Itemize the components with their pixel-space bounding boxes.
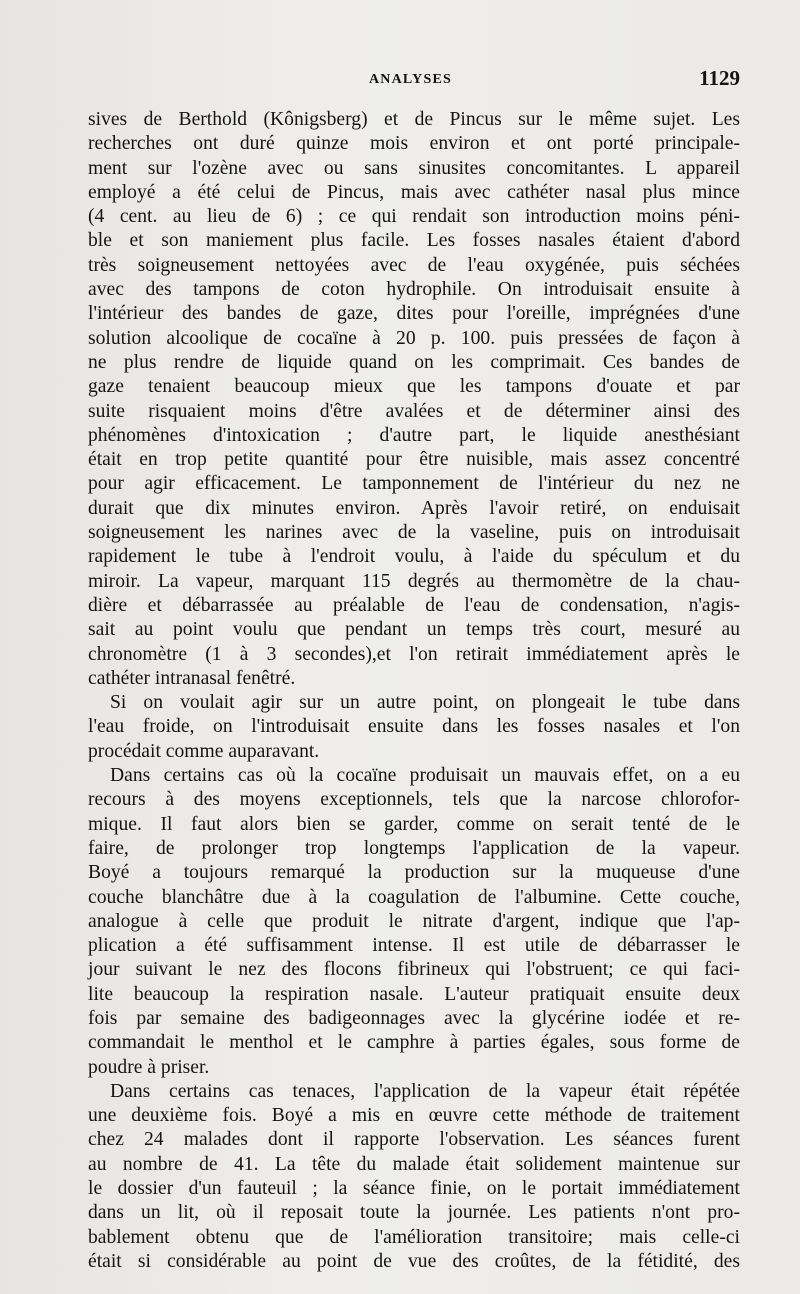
text-line: lite beaucoup la respiration nasale. L'auteur pratiquait ensuite deux <box>88 983 740 1005</box>
text-line: commandait le menthol et le camphre à parties égales, sous forme de <box>88 1032 740 1054</box>
text-line: suite risquaient moins d'être avalées et de déterminer ainsi des <box>88 400 740 422</box>
text-line: était si considérable au point de vue des croûtes, de la fétidité, des <box>88 1250 740 1272</box>
page-number: 1129 <box>699 66 740 90</box>
text-line: analogue à celle que produit le nitrate d'argent, indique que l'ap- <box>88 910 740 932</box>
text-line: rapidement le tube à l'endroit voulu, à l'aide du spéculum et du <box>88 546 740 568</box>
text-line: Dans certains cas tenaces, l'application de la vapeur était répétée <box>110 1080 740 1102</box>
text-line: durait que dix minutes environ. Après l'avoir retiré, on enduisait <box>88 497 740 519</box>
text-line: sives de Berthold (Kônigsberg) et de Pincus sur le même sujet. Les <box>88 109 740 130</box>
text-line: pour agir efficacement. Le tamponnement de l'intérieur du nez ne <box>88 473 740 495</box>
text-line: procédait comme auparavant. <box>88 740 320 762</box>
text-line: sait au point voulu que pendant un temps très court, mesuré au <box>88 619 740 641</box>
text-line: bablement obtenu que de l'amélioration transitoire; mais celle-ci <box>88 1226 740 1248</box>
text-line: dans un lit, où il reposait toute la journée. Les patients n'ont pro- <box>88 1202 740 1224</box>
text-line: recherches ont duré quinze mois environ et ont porté principale- <box>88 133 740 155</box>
text-line: (4 cent. au lieu de 6) ; ce qui rendait son introduction moins péni- <box>88 206 740 228</box>
text-line: l'eau froide, on l'introduisait ensuite dans les fosses nasales et l'on <box>88 716 740 738</box>
text-line: au nombre de 41. La tête du malade était solidement maintenue sur <box>88 1153 740 1175</box>
text-line: recours à des moyens exceptionnels, tels que la narcose chlorofor- <box>88 789 740 811</box>
text-line: jour suivant le nez des flocons fibrineux qui l'obstruent; ce qui faci- <box>88 959 740 981</box>
text-line: une deuxième fois. Boyé a mis en œuvre cette méthode de traitement <box>88 1105 740 1127</box>
text-line: faire, de prolonger trop longtemps l'application de la vapeur. <box>88 837 740 859</box>
text-line: cathéter intranasal fenêtré. <box>88 667 296 689</box>
article-body <box>88 108 740 1274</box>
text-line: très soigneusement nettoyées avec de l'eau oxygénée, puis séchées <box>88 254 740 276</box>
text-line: était en trop petite quantité pour être nuisible, mais assez concentré <box>88 449 740 471</box>
text-line: ne plus rendre de liquide quand on les comprimait. Ces bandes de <box>88 351 740 373</box>
text-line: solution alcoolique de cocaïne à 20 p. 100. puis pressées de façon à <box>88 327 740 349</box>
paragraph <box>88 108 740 691</box>
paragraph <box>88 691 740 764</box>
text-line: fois par semaine des badigeonnages avec la glycérine iodée et re- <box>88 1007 740 1029</box>
text-line: mique. Il faut alors bien se garder, comme on serait tenté de le <box>88 813 740 835</box>
text-line: gaze tenaient beaucoup mieux que les tampons d'ouate et par <box>88 376 740 398</box>
text-line: couche blanchâtre due à la coagulation de l'albumine. Cette couche, <box>88 886 740 908</box>
page-header <box>88 64 740 94</box>
text-line: ment sur l'ozène avec ou sans sinusites concomitantes. L appareil <box>88 157 740 179</box>
text-line: phénomènes d'intoxication ; d'autre part, le liquide anesthésiant <box>88 424 740 446</box>
text-line: employé a été celui de Pincus, mais avec cathéter nasal plus mince <box>88 181 740 203</box>
text-line: chronomètre (1 à 3 secondes),et l'on retirait immédiatement après le <box>88 643 740 665</box>
text-line: Si on voulait agir sur un autre point, on plongeait le tube dans <box>110 692 740 714</box>
text-line: avec des tampons de coton hydrophile. On introduisait ensuite à <box>88 279 740 301</box>
text-line: dière et débarrassée au préalable de l'eau de condensation, n'agis- <box>88 594 740 616</box>
paragraph <box>88 764 740 1080</box>
text-line: Boyé a toujours remarqué la production sur la muqueuse d'une <box>88 862 740 884</box>
text-line: miroir. La vapeur, marquant 115 degrés au thermomètre de la chau- <box>88 570 740 592</box>
text-line: l'intérieur des bandes de gaze, dites pour l'oreille, imprégnées d'une <box>88 303 740 325</box>
text-line: poudre à priser. <box>88 1056 210 1078</box>
running-head: ANALYSES <box>369 72 453 87</box>
text-line: chez 24 malades dont il rapporte l'observation. Les séances furent <box>88 1129 740 1151</box>
text-line: ble et son maniement plus facile. Les fosses nasales étaient d'abord <box>88 230 740 252</box>
paragraph <box>88 1080 740 1274</box>
text-line: le dossier d'un fauteuil ; la séance finie, on le portait immédiatement <box>88 1178 740 1200</box>
text-line: plication a été suffisamment intense. Il est utile de débarrasser le <box>88 935 740 957</box>
text-line: Dans certains cas où la cocaïne produisait un mauvais effet, on a eu <box>110 765 740 787</box>
text-line: soigneusement les narines avec de la vaseline, puis on introduisait <box>88 522 740 544</box>
